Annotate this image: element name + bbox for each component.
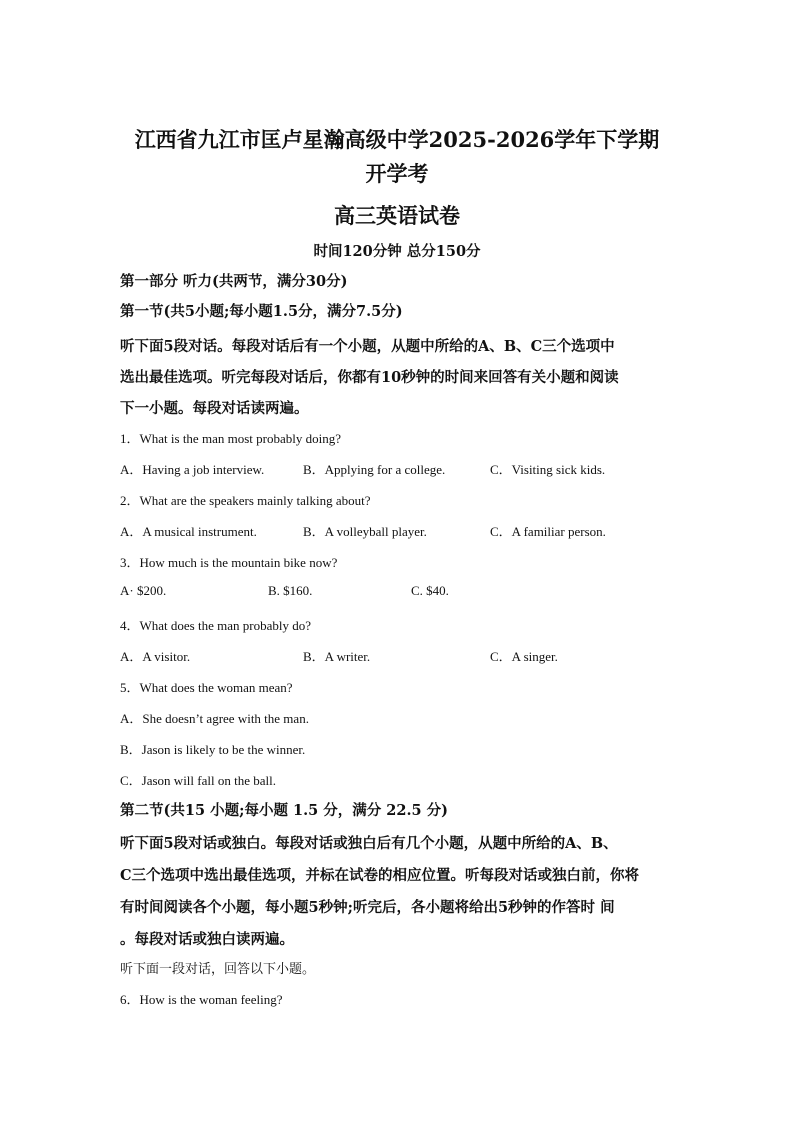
option-a: A．Having a job interview. <box>120 462 265 477</box>
option-b: B．Applying for a college. <box>303 462 446 477</box>
option-b: B. $160. <box>268 583 313 598</box>
exam-title-line1: 江西省九江市匡卢星瀚高级中学2025-2026学年下学期 <box>134 127 660 152</box>
option-a: A．A musical instrument. <box>120 524 257 539</box>
section2-instruction-line: 有时间阅读各个小题，每小题5秒钟;听完后，各小题将给出5秒钟的作答时 间 <box>120 899 615 916</box>
question-stem: 2．What are the speakers mainly talking about? <box>120 493 371 508</box>
option-c: C. $40. <box>411 583 449 598</box>
time-info: 时间120分钟 总分150分 <box>313 243 481 260</box>
option-c: C．A singer. <box>490 649 558 664</box>
option-a: A· $200. <box>120 583 167 598</box>
section2-instruction-line: C三个选项中选出最佳选项，并标在试卷的相应位置。听每段对话或独白前，你将 <box>120 867 640 884</box>
question-stem: 6．How is the woman feeling? <box>120 992 283 1007</box>
option-b: B．A writer. <box>303 649 371 664</box>
exam-subtitle: 高三英语试卷 <box>334 203 460 228</box>
part1-heading: 第一部分 听力(共两节，满分30分) <box>120 273 348 290</box>
section2-instruction-line: 。每段对话或独白读两遍。 <box>120 931 294 948</box>
exam-title-line2: 开学考 <box>365 161 429 186</box>
option-c: C．Visiting sick kids. <box>490 462 606 477</box>
section1-instruction-line: 下一小题。每段对话读两遍。 <box>120 400 309 417</box>
listen-note: 听下面一段对话，回答以下小题。 <box>120 961 316 976</box>
option-a: A．She doesn’t agree with the man. <box>120 711 309 726</box>
option-c: C．A familiar person. <box>490 524 606 539</box>
question-stem: 1．What is the man most probably doing? <box>120 431 341 446</box>
question-stem: 4．What does the man probably do? <box>120 618 311 633</box>
section1-instruction-line: 听下面5段对话。每段对话后有一个小题，从题中所给的A、B、C三个选项中 <box>120 338 615 355</box>
option-b: B．Jason is likely to be the winner. <box>120 742 306 757</box>
option-c: C．Jason will fall on the ball. <box>120 773 276 788</box>
question-stem: 3．How much is the mountain bike now? <box>120 555 338 570</box>
section1-heading: 第一节(共5小题;每小题1.5分，满分7.5分) <box>120 303 403 320</box>
option-b: B．A volleyball player. <box>303 524 427 539</box>
question-stem: 5．What does the woman mean? <box>120 680 293 695</box>
section2-heading: 第二节(共15 小题;每小题 1.5 分，满分 22.5 分) <box>120 802 449 819</box>
section2-instruction-line: 听下面5段对话或独白。每段对话或独白后有几个小题，从题中所给的A、B、 <box>120 835 618 852</box>
section1-instruction-line: 选出最佳选项。听完每段对话后，你都有10秒钟的时间来回答有关小题和阅读 <box>120 369 619 386</box>
option-a: A．A visitor. <box>120 649 191 664</box>
